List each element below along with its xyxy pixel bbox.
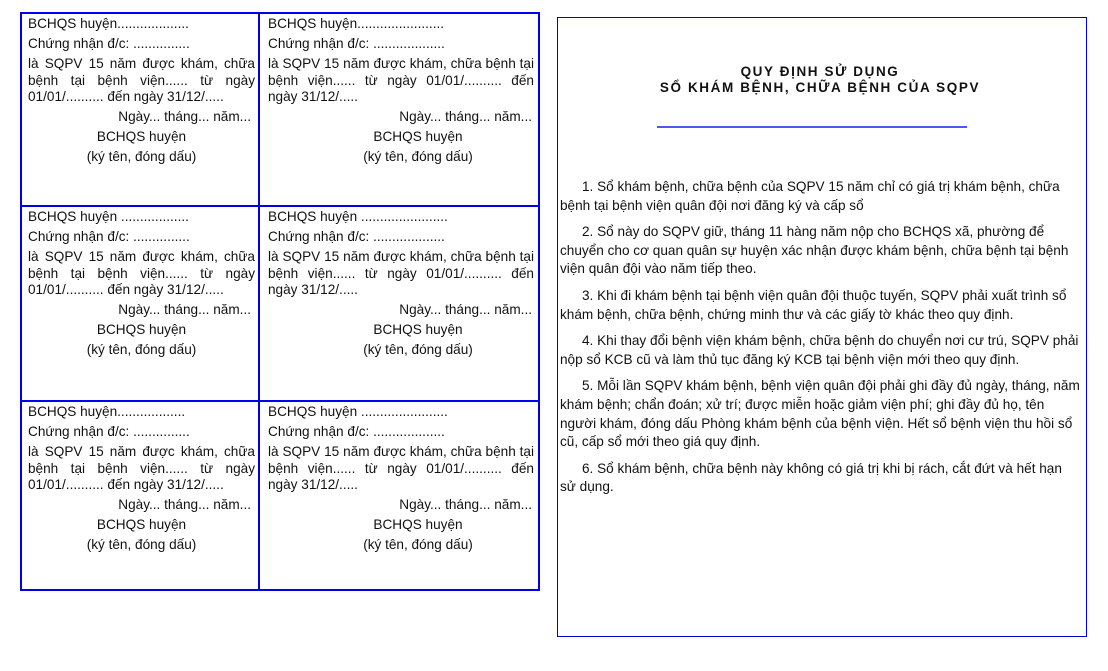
certify-line: Chứng nhận đ/c: ................... xyxy=(268,36,445,52)
date-line: Ngày... tháng... năm... xyxy=(399,302,532,318)
certification-body: là SQPV 15 năm được khám, chữa bệnh tại bệnh viện...... từ ngày 01/01/.......... đến ngày 31/12/..... xyxy=(268,249,534,297)
sign-note: (ký tên, đóng dấu) xyxy=(86,342,197,358)
signer-label: BCHQS huyện xyxy=(373,129,463,145)
regulation-item-6: 6. Sổ khám bệnh, chữa bệnh này không có giá trị khi bị rách, cắt đứt và hết hạn sử dụng. xyxy=(560,460,1062,495)
certify-line: Chứng nhận đ/c: ............... xyxy=(28,229,190,245)
signer-label: BCHQS huyện xyxy=(96,322,187,338)
unit-line: BCHQS huyện ....................... xyxy=(268,209,448,224)
unit-line: BCHQS huyện.................. xyxy=(28,404,186,419)
date-line: Ngày... tháng... năm... xyxy=(118,302,251,318)
date-line: Ngày... tháng... năm... xyxy=(399,109,532,125)
sign-note: (ký tên, đóng dấu) xyxy=(363,149,473,165)
regulation-item-1: 1. Sổ khám bệnh, chữa bệnh của SQPV 15 năm chỉ có giá trị khám bệnh, chữa bệnh tại bệnh viện quân đội nơi đăng ký và cấp sổ xyxy=(560,179,1060,213)
date-line: Ngày... tháng... năm... xyxy=(399,497,532,513)
certification-cell-year-3 xyxy=(22,207,260,402)
sign-note: (ký tên, đóng dấu) xyxy=(86,537,197,553)
certification-cell-year-5 xyxy=(22,402,260,589)
certify-line: Chứng nhận đ/c: ............... xyxy=(28,36,190,52)
certification-body: là SQPV 15 năm được khám, chữa bệnh tại bệnh viện...... từ ngày 01/01/.......... đến ngày 31/12/..... xyxy=(28,249,255,297)
certification-cell-year-4 xyxy=(260,207,540,402)
signer-label: BCHQS huyện xyxy=(373,517,463,533)
unit-line: BCHQS huyện....................... xyxy=(268,16,445,31)
certification-body: là SQPV 15 năm được khám, chữa bệnh tại bệnh viện...... từ ngày 01/01/.......... đến ngày 31/12/..... xyxy=(28,56,255,104)
date-line: Ngày... tháng... năm... xyxy=(118,497,251,513)
date-line: Ngày... tháng... năm... xyxy=(118,109,251,125)
unit-line: BCHQS huyện .................. xyxy=(28,209,189,224)
certification-cell-year-6 xyxy=(260,402,540,589)
signer-label: BCHQS huyện xyxy=(96,129,187,145)
certify-line: Chứng nhận đ/c: ................... xyxy=(268,229,445,245)
certification-body: là SQPV 15 năm được khám, chữa bệnh tại bệnh viện...... từ ngày 01/01/.......... đến ngày 31/12/..... xyxy=(268,56,534,104)
sign-note: (ký tên, đóng dấu) xyxy=(86,149,197,165)
certification-body: là SQPV 15 năm được khám, chữa bệnh tại bệnh viện...... từ ngày 01/01/.......... đến ngày 31/12/..... xyxy=(268,444,534,492)
certification-cell-year-2 xyxy=(260,14,540,207)
certify-line: Chứng nhận đ/c: ............... xyxy=(28,424,190,440)
regulations-title xyxy=(560,64,1080,96)
unit-line: BCHQS huyện................... xyxy=(28,16,189,31)
unit-line: BCHQS huyện ....................... xyxy=(268,404,448,419)
certification-grid xyxy=(20,12,540,591)
signer-label: BCHQS huyện xyxy=(373,322,463,338)
certify-line: Chứng nhận đ/c: ................... xyxy=(268,424,445,440)
certification-cell-year-1 xyxy=(22,14,260,207)
signer-label: BCHQS huyện xyxy=(96,517,187,533)
title-line-2: SỔ KHÁM BỆNH, CHỮA BỆNH CỦA SQPV xyxy=(659,80,981,95)
title-underline-divider xyxy=(657,126,967,128)
certification-body: là SQPV 15 năm được khám, chữa bệnh tại bệnh viện...... từ ngày 01/01/.......... đến ngày 31/12/..... xyxy=(28,444,255,492)
regulation-item-3: 3. Khi đi khám bệnh tại bệnh viện quân đội thuộc tuyến, SQPV phải xuất trình sổ khám bệnh, chữa bệnh, chứng minh thư và các giấy tờ khác theo quy định. xyxy=(560,287,1067,322)
regulations-list xyxy=(560,178,1080,505)
regulations-panel xyxy=(557,17,1087,637)
regulation-item-5: 5. Mỗi lần SQPV khám bệnh, bệnh viện quân đội phải ghi đầy đủ ngày, tháng, năm khám bệnh; chẩn đoán; xử trí; được miễn hoặc giảm viện phí; ghi đầy đủ họ, tên người khám, đóng dấu Phòng khám bệnh của bệnh viện. Hết sổ bệnh viện thu hồi sổ cũ, cấp sổ mới theo giá quy định. xyxy=(560,378,1080,450)
sign-note: (ký tên, đóng dấu) xyxy=(363,537,473,553)
sign-note: (ký tên, đóng dấu) xyxy=(363,342,473,358)
regulation-item-4: 4. Khi thay đổi bệnh viện khám bệnh, chữa bệnh do chuyển nơi cư trú, SQPV phải nộp sổ KCB cũ và làm thủ tục đăng ký KCB tại bệnh viện mới theo quy định. xyxy=(560,333,1079,367)
regulation-item-2: 2. Sổ này do SQPV giữ, tháng 11 hàng năm nộp cho BCHQS xã, phường để chuyển cho cơ quan quân sự huyện xác nhận được khám bệnh, chữa bệnh tại bệnh viện quân đội vào năm tiếp theo. xyxy=(560,224,1069,277)
title-line-1: QUY ĐỊNH SỬ DỤNG xyxy=(740,64,900,79)
